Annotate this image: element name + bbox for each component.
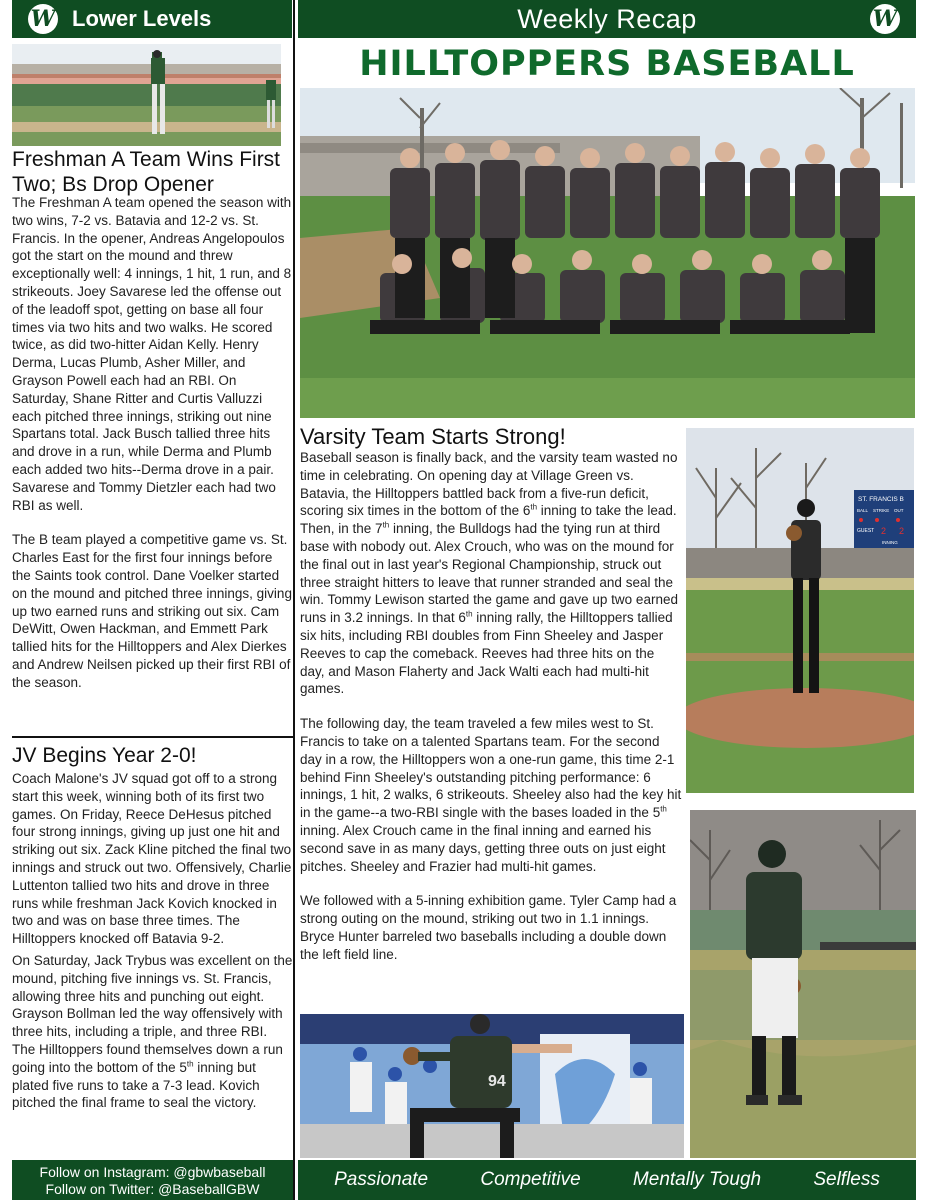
social-footer — [12, 1160, 293, 1200]
values-footer — [298, 1160, 916, 1200]
value-mentally-tough: Mentally Tough — [632, 1169, 762, 1190]
lower-levels-title: Lower Levels — [72, 6, 212, 31]
jv-article — [12, 770, 293, 1112]
twitter-link[interactable]: Follow on Twitter: @BaseballGBW — [45, 1181, 260, 1197]
jv-headline: JV Begins Year 2-0! — [12, 744, 197, 767]
scoreboard-name: ST. FRANCIS B — [858, 496, 904, 503]
scoreboard-guest-label: GUEST — [857, 528, 875, 534]
column-divider — [293, 0, 295, 1200]
scoreboard-inning-label: INNING — [882, 540, 898, 545]
team-logo: W — [870, 4, 900, 34]
team-logo: W — [28, 4, 58, 34]
varsity-player-photo — [690, 810, 916, 1158]
varsity-paragraph-1: Baseball season is finally back, and the varsity team wasted no time in celebrating. On opening day at Village Green vs. Batavia, the Hilltoppers battled back from a five-run deficit, scoring six times in the bottom of the 6th inning to take the lead. Then, in the 7th inning, the Bulldogs had the tying run at third base with nobody out. Alex Crouch, who was on the mound for the final out in last year's Regional Championship, struck out three straight hitters to leave that runner stranded and seal the win. Tommy Lewison started the game and gave up two earned runs in 3.2 innings. In that 6th inning rally, the Hilltoppers tallied six hits, including RBI doubles from Finn Sheeley and Jasper Reeves to cap the comeback. Reeves had three hits on the day, and Mason Flaherty and Jack Walti each had multi-hit games. — [300, 450, 678, 697]
scoreboard-label-out: OUT — [894, 508, 904, 513]
weekly-recap-header — [298, 0, 916, 38]
weekly-recap-title: Weekly Recap — [517, 3, 697, 34]
scoreboard-inning: 2 — [899, 526, 905, 536]
value-passionate: Passionate — [334, 1169, 429, 1190]
newsletter-title: HILLTOPPERS BASEBALL — [359, 44, 855, 84]
varsity-article — [300, 449, 682, 964]
jv-paragraph-2: On Saturday, Jack Trybus was excellent on the mound, pitching five innings vs. St. Francis, allowing three hits and punching out eight. Grayson Bollman led the way offensively with three hits, including a triple, and three RBI. The Hilltoppers found themselves down a run going into the bottom of the 5th inning but plated five runs to take a 7-3 lead. Kovich pitched the final frame to seal the victory. — [12, 952, 293, 1111]
varsity-paragraph-3: We followed with a 5-inning exhibition game. Tyler Camp had a strong outing on the mound, striking out two in 1.1 innings. Bryce Hunter barreled two baseballs including a double down the left field line. — [300, 893, 677, 962]
instagram-link[interactable]: Follow on Instagram: @gbwbaseball — [39, 1164, 266, 1180]
varsity-pitcher-photo — [686, 428, 914, 793]
section-divider — [12, 736, 293, 738]
value-competitive: Competitive — [480, 1169, 581, 1190]
freshman-pitcher-photo — [12, 44, 281, 146]
freshman-paragraph-2: The B team played a competitive game vs. St. Charles East for the first four innings before the Saints took control. Dane Voelker started on the mound and pitched three innings, giving up two earned runs and striking out six. Cam DeWitt, Owen Hackman, and Emmett Park tallied hits for the Hilltoppers and Alex Dierkes and Andrew Neilsen picked up their first RBI of the season. — [12, 532, 292, 690]
jv-paragraph-1: Coach Malone's JV squad got off to a strong start this week, winning both of its first two games. On Friday, Reece DeHesus pitched four strong innings, giving up just one hit and striking out six. Zack Kline pitched the final two innings and struck out two. Offensively, Charlie Luttenton tallied two hits and drove in three runs while freshman Jack Kovich knocked in two and was on base three times. The Hilltoppers knocked off Batavia 9-2. — [12, 771, 292, 947]
pitcher-delivery-photo — [300, 1014, 684, 1158]
freshman-headline — [12, 147, 293, 197]
varsity-paragraph-2: The following day, the team traveled a few miles west to St. Francis to take on a talented Spartans team. For the second day in a row, the Hilltoppers won a one-run game, this time 2-1 behind Finn Sheeley's outstanding pitching performance: 6 innings, 1 hit, 2 walks, 6 strikeouts. Sheeley also had the key hit in the game--a two-RBI single with the bases loaded in the 5th inning. Alex Crouch came in the final inning and earned his second save in as many days, getting three outs on just eight pitches. Sheeley and Frazier had multi-hit games. — [300, 716, 682, 874]
freshman-paragraph-1: The Freshman A team opened the season with two wins, 7-2 vs. Batavia and 12-2 vs. St. Francis. In the opener, Andreas Angelopoulos got the start on the mound and threw exceptionally well: 4 innings, 1 hit, 1 run, and 8 strikeouts. Joey Savarese led the offense out of the leadoff spot, getting on base all four times via two hits and two walks. He scored twice, as did two-hitter Aidan Kelly. Henry Derma, Lucas Plumb, Asher Miller, and Grayson Powell each had an RBI. On Saturday, Shane Ritter and Curtis Valluzzi each pitched three innings, striking out nine Spartans total. Jack Busch tallied three hits and drove in a run, while Derma and Plumb each added two hits--Derma drove in a pair. Savarese and Tommy Dietzler each had two RBI as well. — [12, 195, 292, 513]
scoreboard-label-ball: BALL — [857, 508, 869, 513]
freshman-headline-line2: Two; Bs Drop Opener — [12, 173, 214, 196]
scoreboard-label-strike: STRIKE — [873, 508, 890, 513]
value-selfless: Selfless — [813, 1169, 880, 1190]
freshman-article — [12, 194, 293, 692]
jersey-number: 94 — [488, 1073, 506, 1090]
team-photo — [300, 88, 915, 418]
freshman-headline-line1: Freshman A Team Wins First — [12, 148, 281, 171]
lower-levels-header — [12, 0, 292, 38]
scoreboard-guest-score: 2 — [881, 526, 887, 536]
varsity-headline: Varsity Team Starts Strong! — [300, 424, 566, 449]
